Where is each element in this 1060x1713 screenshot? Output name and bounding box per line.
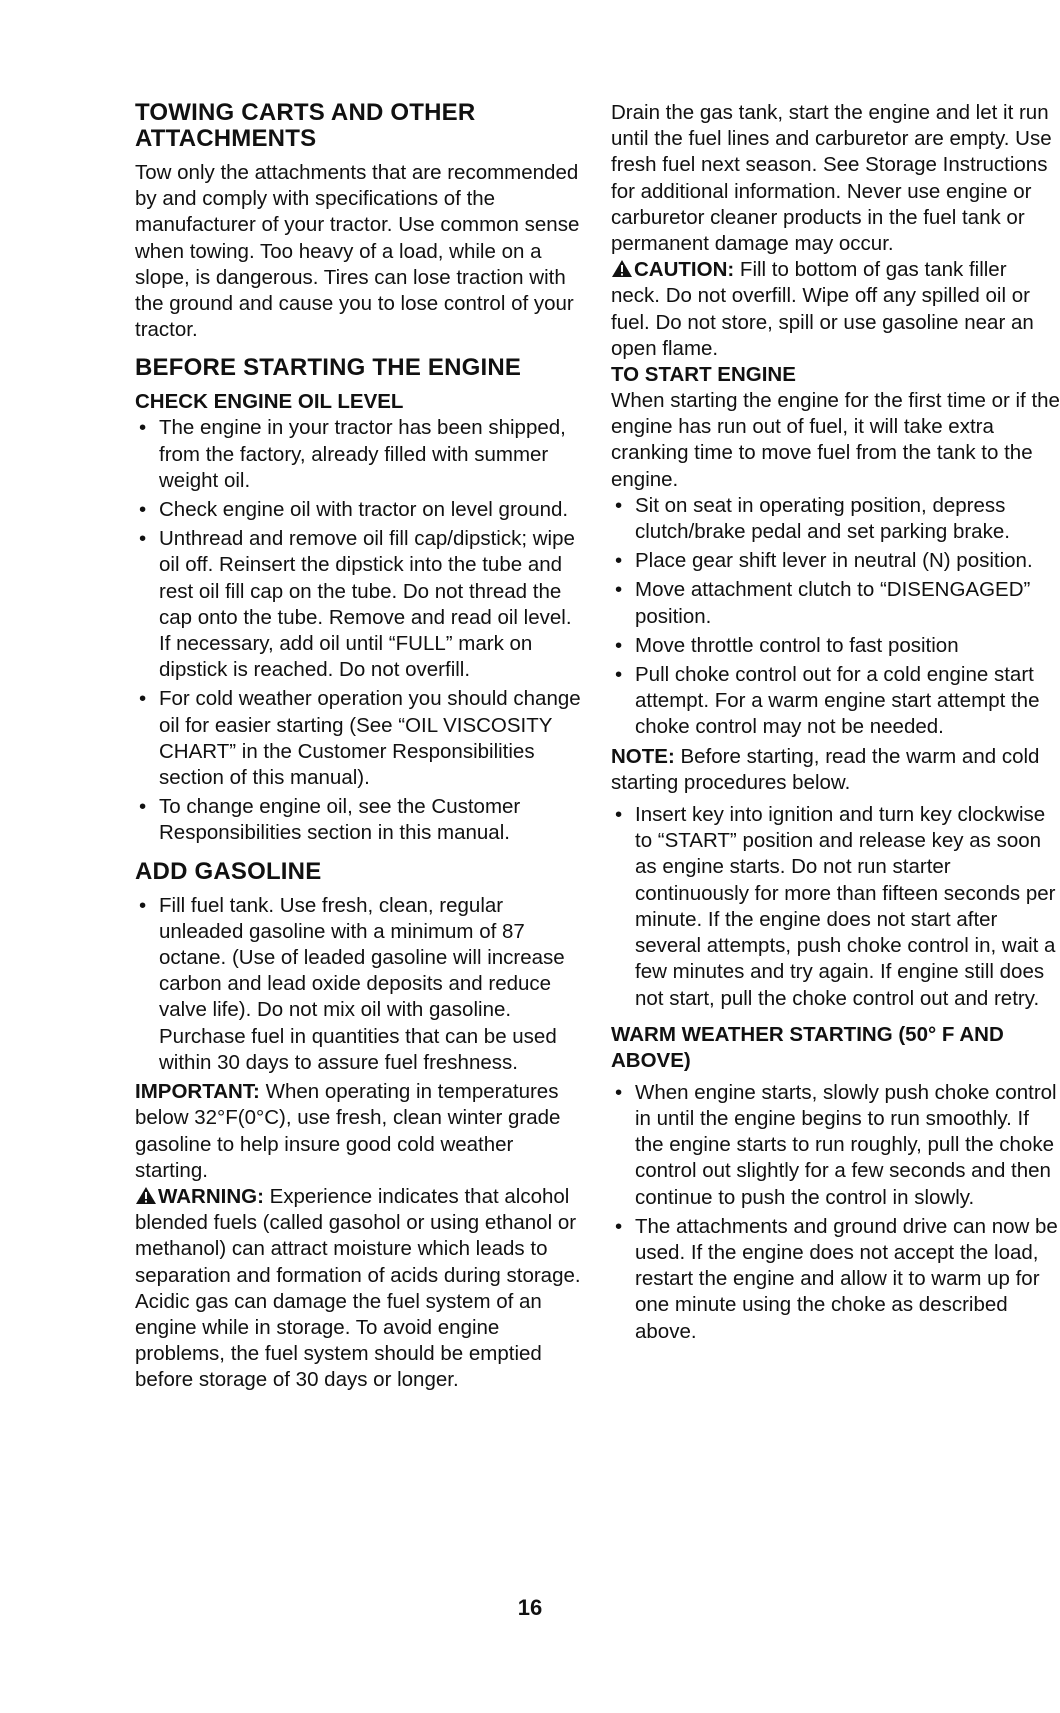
important-label: IMPORTANT:: [135, 1080, 260, 1104]
bullet-icon: •: [139, 687, 147, 711]
add-gasoline-list: [135, 893, 585, 1076]
list-item: [135, 497, 585, 523]
warning-paragraph: [135, 1184, 585, 1394]
bullet-icon: •: [615, 1080, 623, 1104]
bullet-icon: •: [139, 416, 147, 440]
bullet-icon: •: [139, 527, 147, 551]
list-item: [135, 415, 585, 494]
list-item-text: Place gear shift lever in neutral (N) position.: [635, 549, 1033, 573]
bullet-icon: •: [615, 633, 623, 657]
add-gasoline-heading: ADD GASOLINE: [135, 857, 322, 885]
to-start-heading: TO START ENGINE: [611, 363, 796, 387]
bullet-icon: •: [139, 893, 147, 917]
list-item-text: Move attachment clutch to “DISENGAGED” position.: [635, 578, 1031, 628]
list-item: [611, 1214, 1060, 1345]
warm-weather-heading: WARM WEATHER STARTING (50° F AND ABOVE): [611, 1022, 1004, 1072]
bullet-icon: •: [139, 498, 147, 522]
note-label: NOTE:: [611, 744, 675, 768]
caution-label: CAUTION:: [634, 258, 735, 282]
bullet-icon: •: [615, 493, 623, 517]
page-number: 16: [517, 1595, 543, 1620]
important-paragraph: [135, 1079, 585, 1184]
bullet-icon: •: [615, 1214, 623, 1238]
before-starting-heading: BEFORE STARTING THE ENGINE: [135, 354, 522, 382]
right-column: [611, 100, 1060, 1348]
list-item-text: The attachments and ground drive can now be used. If the engine does not accept the load, restart the engine and allow it to warm up for one minute using the choke as described above.: [635, 1214, 1058, 1343]
warm-weather-list: [611, 1080, 1060, 1345]
to-start-intro: When starting the engine for the first time or if the engine has run out of fuel, it will take extra cranking time to move fuel from the tank to the engine.: [611, 389, 1060, 491]
ignition-list: [611, 802, 1060, 1012]
important-text: When operating in temperatures below 32°F(0°C), use fresh, clean winter grade gasoline to help insure good cold weather starting.: [135, 1080, 561, 1182]
bullet-icon: •: [615, 663, 623, 687]
list-item: [611, 577, 1060, 629]
bullet-icon: •: [615, 549, 623, 573]
list-item-text: Pull choke control out for a cold engine start attempt. For a warm engine start attempt the choke control may not be needed.: [635, 663, 1040, 739]
list-item: [135, 686, 585, 791]
towing-paragraph: Tow only the attachments that are recommended by and comply with specifications of the manufacturer of your tractor. Use common sense when towing. Too heavy of a load, while on a slope, is dangerous. Tires can lose traction with the ground and cause you to lose control of your tractor.: [135, 161, 580, 342]
list-item-text: The engine in your tractor has been shipped, from the factory, already filled with summer weight oil.: [159, 416, 566, 492]
warning-text: Experience indicates that alcohol blended fuels (called gasohol or using ethanol or methanol) can attract moisture which leads to separation and formation of acids during storage. Acidic gas can damage the fuel system of an engine while in storage. To avoid engine problems, the fuel system should be emptied before storage of 30 days or longer.: [135, 1184, 581, 1392]
note-text: Before starting, read the warm and cold starting procedures below.: [611, 744, 1040, 794]
list-item: [135, 794, 585, 846]
bullet-icon: •: [615, 803, 623, 827]
drain-paragraph: Drain the gas tank, start the engine and let it run until the fuel lines and carburetor are empty. Use fresh fuel next season. See Storage Instructions for additional information. Never use engine or carburetor cleaner products in the fuel tank or permanent damage may occur.: [611, 101, 1052, 256]
list-item: [135, 526, 585, 683]
list-item: [611, 633, 1060, 659]
caution-text: Fill to bottom of gas tank filler neck. Do not overfill. Wipe off any spilled oil or fuel. Do not store, spill or use gasoline near an open flame.: [611, 258, 1034, 360]
list-item-text: Unthread and remove oil fill cap/dipstick; wipe oil off. Reinsert the dipstick into the tube and rest oil fill cap on the tube. Do not thread the cap onto the tube. Remove and read oil level. If necessary, add oil until “FULL” mark on dipstick is reached. Do not overfill.: [159, 527, 575, 682]
list-item-text: Check engine oil with tractor on level ground.: [159, 498, 569, 522]
check-oil-subheading: CHECK ENGINE OIL LEVEL: [135, 390, 404, 414]
list-item: [611, 548, 1060, 574]
towing-heading: TOWING CARTS AND OTHER ATTACHMENTS: [135, 99, 476, 152]
list-item: [611, 662, 1060, 741]
list-item-text: Sit on seat in operating position, depress clutch/brake pedal and set parking brake.: [635, 493, 1010, 544]
list-item-text: Insert key into ignition and turn key clockwise to “START” position and release key as soon as engine starts. Do not run starter continuously for more than fifteen seconds per minute. If the engine does not start after several attempts, push choke control in, wait a few minutes and try again. If engine still does not start, pull the choke control out and retry.: [635, 803, 1056, 1010]
bullet-icon: •: [615, 578, 623, 602]
note-paragraph: [611, 744, 1060, 796]
bullet-icon: •: [139, 795, 147, 819]
list-item-text: Fill fuel tank. Use fresh, clean, regular unleaded gasoline with a minimum of 87 octane. (Use of leaded gasoline will increase carbon and lead oxide deposits and reduce valve life). Do not mix oil with gasoline. Purchase fuel in quantities that can be used within 30 days to assure fuel freshness.: [159, 893, 565, 1074]
list-item-text: When engine starts, slowly push choke control in until the engine begins to run smoothly. If the engine starts to run roughly, pull the choke control out slightly for a few seconds and then continue to push the control in slowly.: [635, 1080, 1057, 1209]
list-item: [611, 493, 1060, 545]
caution-triangle-icon: [611, 259, 633, 278]
list-item-text: To change engine oil, see the Customer Responsibilities section in this manual.: [159, 795, 521, 845]
caution-paragraph: [611, 257, 1060, 362]
left-column: [135, 100, 585, 1394]
list-item-text: For cold weather operation you should change oil for easier starting (See “OIL VISCOSITY CHART” in the Customer Responsibilities section of this manual).: [159, 687, 581, 790]
warning-triangle-icon: [135, 1186, 157, 1205]
check-oil-list: [135, 415, 585, 846]
list-item: [135, 893, 585, 1076]
to-start-list: [611, 493, 1060, 741]
list-item: [611, 802, 1060, 1012]
warning-label: WARNING:: [158, 1184, 264, 1208]
list-item: [611, 1080, 1060, 1211]
list-item-text: Move throttle control to fast position: [635, 633, 959, 657]
